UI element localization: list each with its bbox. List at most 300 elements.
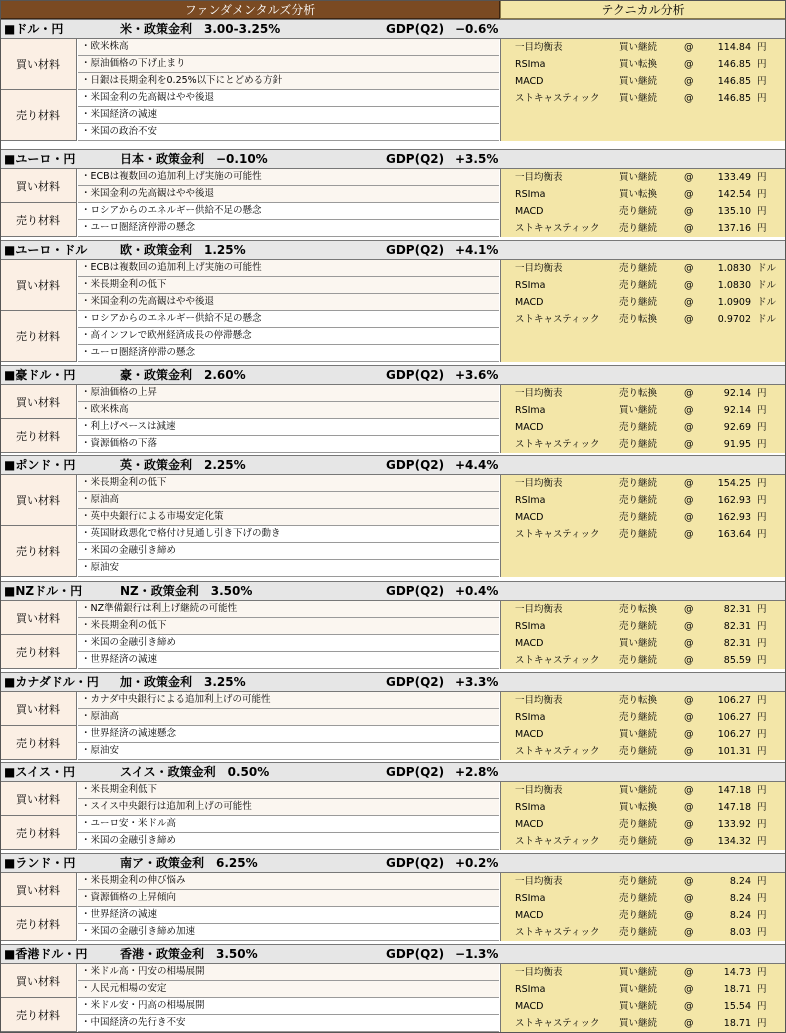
section-title-bar — [0, 944, 786, 964]
sell-factors-group — [0, 816, 500, 850]
indicator-row — [501, 727, 786, 744]
currency-pair-name: ■香港ドル・円 — [4, 947, 88, 961]
at-mark: @ — [684, 836, 694, 847]
at-mark: @ — [684, 93, 694, 104]
technical-panel — [500, 692, 786, 760]
indicator-price: 8.24 — [729, 910, 751, 921]
gdp-label: GDP(Q2) — [386, 584, 445, 598]
indicator-row — [501, 619, 786, 636]
indicator-row — [501, 999, 786, 1016]
sell-factors-group — [0, 726, 500, 760]
indicator-signal: 買い継続 — [619, 42, 658, 53]
policy-rate: 米・政策金利 3.00-3.25% — [120, 22, 281, 36]
technical-panel — [500, 873, 786, 941]
at-mark: @ — [684, 297, 694, 308]
indicator-price: 8.03 — [729, 927, 751, 938]
currency-pair-name: ■豪ドル・円 — [4, 368, 76, 382]
price-unit: 円 — [757, 746, 767, 757]
indicator-signal: 買い継続 — [619, 1001, 658, 1012]
policy-rate: 英・政策金利 2.25% — [120, 458, 246, 472]
indicator-row — [501, 602, 786, 619]
indicator-row — [501, 783, 786, 800]
at-mark: @ — [684, 263, 694, 274]
at-mark: @ — [684, 893, 694, 904]
sell-factors-group — [0, 526, 500, 577]
price-unit: 円 — [757, 836, 767, 847]
buy-label: 買い材料 — [0, 873, 77, 907]
sell-label: 売り材料 — [0, 635, 77, 669]
indicator-row — [501, 817, 786, 834]
indicator-price: 92.69 — [723, 422, 751, 433]
buy-factor-item: ・原油高 — [78, 709, 499, 726]
technical-panel — [500, 260, 786, 362]
indicator-name: ストキャスティック — [515, 529, 600, 540]
indicator-name: ストキャスティック — [515, 314, 600, 325]
indicator-price: 18.71 — [723, 1018, 751, 1029]
section-title-bar — [0, 853, 786, 873]
sell-factor-item: ・中国経済の先行き不安 — [78, 1015, 499, 1032]
indicator-row — [501, 800, 786, 817]
fundamental-factors — [0, 169, 500, 237]
at-mark: @ — [684, 439, 694, 450]
price-unit: 円 — [757, 206, 767, 217]
price-unit: ドル — [757, 297, 777, 308]
indicator-row — [501, 908, 786, 925]
sell-label: 売り材料 — [0, 526, 77, 577]
gdp-value: +0.4% — [455, 584, 499, 598]
indicator-price: 1.0830 — [717, 263, 751, 274]
fundamentals-header: ファンダメンタルズ分析 — [0, 0, 500, 19]
price-unit: 円 — [757, 422, 767, 433]
buy-factor-item: ・人民元相場の安定 — [78, 981, 499, 998]
buy-label: 買い材料 — [0, 782, 77, 816]
sell-factor-item: ・資源価格の下落 — [78, 436, 499, 453]
indicator-signal: 売り継続 — [619, 746, 658, 757]
buy-factors-group — [0, 260, 500, 311]
sell-factors-group — [0, 998, 500, 1032]
indicator-name: MACD — [515, 1001, 544, 1012]
at-mark: @ — [684, 1001, 694, 1012]
sell-factor-item: ・ユーロ安・米ドル高 — [78, 816, 499, 833]
sell-factor-item: ・原油安 — [78, 560, 499, 577]
section-title-bar — [0, 581, 786, 601]
fundamental-factors — [0, 475, 500, 577]
indicator-signal: 買い継続 — [619, 76, 658, 87]
indicator-price: 92.14 — [723, 388, 751, 399]
gdp-value: +2.8% — [455, 765, 499, 779]
buy-factor-item: ・欧米株高 — [78, 402, 499, 419]
currency-pair-name: ■ユーロ・ドル — [4, 243, 88, 257]
indicator-name: ストキャスティック — [515, 93, 600, 104]
buy-factor-item: ・ECBは複数回の追加利上げ実施の可能性 — [78, 169, 499, 186]
indicator-price: 146.85 — [717, 76, 751, 87]
indicator-price: 82.31 — [723, 638, 751, 649]
gdp-value: +3.5% — [455, 152, 499, 166]
indicator-price: 162.93 — [717, 495, 751, 506]
indicator-name: 一目均衡表 — [515, 876, 563, 887]
at-mark: @ — [684, 604, 694, 615]
indicator-price: 106.27 — [717, 695, 751, 706]
indicator-name: 一目均衡表 — [515, 967, 563, 978]
indicator-row — [501, 476, 786, 493]
indicator-name: 一目均衡表 — [515, 785, 563, 796]
price-unit: 円 — [757, 604, 767, 615]
gdp-value: −0.6% — [455, 22, 499, 36]
currency-pair-name: ■ポンド・円 — [4, 458, 76, 472]
indicator-signal: 売り継続 — [619, 621, 658, 632]
buy-label: 買い材料 — [0, 964, 77, 998]
buy-factor-item: ・スイス中央銀行は追加利上げの可能性 — [78, 799, 499, 816]
indicator-name: RSIma — [515, 984, 546, 995]
sell-factor-item: ・米国経済の減速 — [78, 107, 499, 124]
technical-panel — [500, 39, 786, 141]
indicator-price: 1.0909 — [717, 297, 751, 308]
policy-rate: 加・政策金利 3.25% — [120, 675, 246, 689]
policy-rate: 豪・政策金利 2.60% — [120, 368, 246, 382]
gdp-value: +4.1% — [455, 243, 499, 257]
gdp-label: GDP(Q2) — [386, 368, 445, 382]
indicator-price: 14.73 — [723, 967, 751, 978]
price-unit: 円 — [757, 1018, 767, 1029]
indicator-price: 147.18 — [717, 785, 751, 796]
indicator-price: 142.54 — [717, 189, 751, 200]
sell-label: 売り材料 — [0, 203, 77, 237]
price-unit: 円 — [757, 223, 767, 234]
gdp-label: GDP(Q2) — [386, 243, 445, 257]
at-mark: @ — [684, 967, 694, 978]
buy-factor-item: ・ECBは複数回の追加利上げ実施の可能性 — [78, 260, 499, 277]
indicator-name: 一目均衡表 — [515, 263, 563, 274]
indicator-signal: 売り継続 — [619, 439, 658, 450]
indicator-name: MACD — [515, 729, 544, 740]
at-mark: @ — [684, 189, 694, 200]
sell-factor-item: ・世界経済の減速 — [78, 652, 499, 669]
indicator-price: 82.31 — [723, 621, 751, 632]
indicator-name: MACD — [515, 76, 544, 87]
price-unit: 円 — [757, 785, 767, 796]
at-mark: @ — [684, 927, 694, 938]
price-unit: ドル — [757, 280, 777, 291]
price-unit: 円 — [757, 59, 767, 70]
policy-rate: 香港・政策金利 3.50% — [120, 947, 258, 961]
sell-factor-item: ・米国金利の先高観はやや後退 — [78, 90, 499, 107]
fundamental-factors — [0, 782, 500, 850]
sell-factor-item: ・ユーロ圏経済停滞の懸念 — [78, 220, 499, 237]
indicator-name: RSIma — [515, 712, 546, 723]
technical-panel — [500, 601, 786, 669]
currency-pair-name: ■スイス・円 — [4, 765, 75, 779]
price-unit: 円 — [757, 927, 767, 938]
indicator-signal: 売り継続 — [619, 206, 658, 217]
section-title-bar — [0, 149, 786, 169]
currency-pair-name: ■NZドル・円 — [4, 584, 83, 598]
indicator-name: RSIma — [515, 495, 546, 506]
section-title-bar — [0, 762, 786, 782]
at-mark: @ — [684, 621, 694, 632]
indicator-price: 146.85 — [717, 93, 751, 104]
indicator-row — [501, 403, 786, 420]
indicator-name: MACD — [515, 638, 544, 649]
indicator-price: 114.84 — [717, 42, 751, 53]
at-mark: @ — [684, 405, 694, 416]
price-unit: 円 — [757, 512, 767, 523]
indicator-name: RSIma — [515, 405, 546, 416]
indicator-signal: 売り継続 — [619, 712, 658, 723]
indicator-price: 92.14 — [723, 405, 751, 416]
indicator-row — [501, 636, 786, 653]
indicator-signal: 売り転換 — [619, 604, 658, 615]
buy-factors-group — [0, 385, 500, 419]
fundamental-factors — [0, 601, 500, 669]
indicator-row — [501, 1016, 786, 1033]
technical-panel — [500, 782, 786, 850]
at-mark: @ — [684, 529, 694, 540]
buy-factor-item: ・米国金利の先高観はやや後退 — [78, 186, 499, 203]
sell-factor-item: ・世界経済の減速 — [78, 907, 499, 924]
buy-label: 買い材料 — [0, 601, 77, 635]
policy-rate: NZ・政策金利 3.50% — [120, 584, 253, 598]
price-unit: 円 — [757, 388, 767, 399]
indicator-signal: 売り継続 — [619, 529, 658, 540]
indicator-name: ストキャスティック — [515, 223, 600, 234]
indicator-signal: 売り継続 — [619, 495, 658, 506]
indicator-row — [501, 874, 786, 891]
indicator-name: ストキャスティック — [515, 1018, 600, 1029]
indicator-signal: 売り転換 — [619, 695, 658, 706]
fundamental-factors — [0, 964, 500, 1032]
indicator-signal: 売り継続 — [619, 876, 658, 887]
at-mark: @ — [684, 695, 694, 706]
indicator-name: ストキャスティック — [515, 746, 600, 757]
indicator-row — [501, 386, 786, 403]
sell-factor-item: ・高インフレで欧州経済成長の停滞懸念 — [78, 328, 499, 345]
fundamental-factors — [0, 692, 500, 760]
technical-header: テクニカル分析 — [500, 0, 786, 19]
price-unit: 円 — [757, 876, 767, 887]
at-mark: @ — [684, 712, 694, 723]
indicator-signal: 売り継続 — [619, 927, 658, 938]
section-title-bar — [0, 19, 786, 39]
indicator-name: RSIma — [515, 893, 546, 904]
section-title-bar — [0, 672, 786, 692]
indicator-price: 91.95 — [723, 439, 751, 450]
indicator-row — [501, 221, 786, 238]
price-unit: 円 — [757, 1001, 767, 1012]
indicator-price: 162.93 — [717, 512, 751, 523]
indicator-price: 8.24 — [729, 893, 751, 904]
price-unit: 円 — [757, 802, 767, 813]
sell-factors-group — [0, 311, 500, 362]
indicator-row — [501, 693, 786, 710]
indicator-signal: 売り継続 — [619, 819, 658, 830]
policy-rate: 欧・政策金利 1.25% — [120, 243, 246, 257]
at-mark: @ — [684, 746, 694, 757]
at-mark: @ — [684, 206, 694, 217]
sell-factor-item: ・ロシアからのエネルギー供給不足の懸念 — [78, 203, 499, 220]
price-unit: 円 — [757, 172, 767, 183]
indicator-price: 163.64 — [717, 529, 751, 540]
indicator-row — [501, 420, 786, 437]
indicator-price: 134.32 — [717, 836, 751, 847]
sell-factor-item: ・米国の金融引き締め — [78, 833, 499, 850]
gdp-label: GDP(Q2) — [386, 675, 445, 689]
gdp-value: +4.4% — [455, 458, 499, 472]
indicator-name: ストキャスティック — [515, 836, 600, 847]
policy-rate: 日本・政策金利 −0.10% — [120, 152, 268, 166]
buy-factor-item: ・米長期金利の低下 — [78, 475, 499, 492]
indicator-price: 0.9702 — [717, 314, 751, 325]
price-unit: 円 — [757, 189, 767, 200]
price-unit: 円 — [757, 984, 767, 995]
indicator-price: 15.54 — [723, 1001, 751, 1012]
indicator-row — [501, 891, 786, 908]
buy-factors-group — [0, 39, 500, 90]
technical-panel — [500, 964, 786, 1032]
buy-factors-group — [0, 964, 500, 998]
technical-panel — [500, 169, 786, 237]
buy-factor-item: ・米ドル高・円安の相場展開 — [78, 964, 499, 981]
indicator-price: 101.31 — [717, 746, 751, 757]
at-mark: @ — [684, 59, 694, 70]
fundamental-factors — [0, 260, 500, 362]
indicator-signal: 売り転換 — [619, 314, 658, 325]
price-unit: 円 — [757, 439, 767, 450]
indicator-row — [501, 57, 786, 74]
buy-factor-item: ・米長期金利低下 — [78, 782, 499, 799]
indicator-row — [501, 437, 786, 454]
indicator-row — [501, 40, 786, 57]
indicator-price: 147.18 — [717, 802, 751, 813]
buy-factors-group — [0, 169, 500, 203]
buy-label: 買い材料 — [0, 169, 77, 203]
price-unit: 円 — [757, 729, 767, 740]
indicator-price: 106.27 — [717, 712, 751, 723]
indicator-signal: 買い継続 — [619, 984, 658, 995]
indicator-price: 18.71 — [723, 984, 751, 995]
buy-factor-item: ・資源価格の上昇傾向 — [78, 890, 499, 907]
price-unit: 円 — [757, 76, 767, 87]
fundamental-factors — [0, 385, 500, 453]
sell-factor-item: ・英国財政悪化で格付け見通し引き下げの動き — [78, 526, 499, 543]
indicator-name: 一目均衡表 — [515, 42, 563, 53]
indicator-name: MACD — [515, 206, 544, 217]
at-mark: @ — [684, 478, 694, 489]
indicator-name: RSIma — [515, 280, 546, 291]
sell-factors-group — [0, 90, 500, 141]
buy-factor-item: ・カナダ中央銀行による追加利上げの可能性 — [78, 692, 499, 709]
indicator-row — [501, 925, 786, 942]
gdp-label: GDP(Q2) — [386, 22, 445, 36]
indicator-row — [501, 965, 786, 982]
gdp-value: −1.3% — [455, 947, 499, 961]
at-mark: @ — [684, 638, 694, 649]
indicator-signal: 売り継続 — [619, 655, 658, 666]
indicator-row — [501, 653, 786, 670]
gdp-label: GDP(Q2) — [386, 458, 445, 472]
currency-pair-name: ■ドル・円 — [4, 22, 64, 36]
indicator-signal: 売り継続 — [619, 836, 658, 847]
technical-panel — [500, 475, 786, 577]
at-mark: @ — [684, 785, 694, 796]
buy-label: 買い材料 — [0, 692, 77, 726]
indicator-row — [501, 204, 786, 221]
indicator-price: 1.0830 — [717, 280, 751, 291]
buy-factors-group — [0, 782, 500, 816]
indicator-signal: 買い継続 — [619, 729, 658, 740]
indicator-price: 106.27 — [717, 729, 751, 740]
indicator-name: RSIma — [515, 59, 546, 70]
gdp-label: GDP(Q2) — [386, 856, 445, 870]
indicator-name: MACD — [515, 819, 544, 830]
sell-factor-item: ・原油安 — [78, 743, 499, 760]
at-mark: @ — [684, 819, 694, 830]
currency-pair-name: ■カナダドル・円 — [4, 675, 99, 689]
price-unit: 円 — [757, 819, 767, 830]
indicator-signal: 売り継続 — [619, 280, 658, 291]
indicator-name: RSIma — [515, 189, 546, 200]
indicator-signal: 売り継続 — [619, 422, 658, 433]
gdp-value: +3.6% — [455, 368, 499, 382]
indicator-signal: 買い継続 — [619, 967, 658, 978]
indicator-row — [501, 170, 786, 187]
buy-factor-item: ・米国金利の先高観はやや後退 — [78, 294, 499, 311]
section-title-bar — [0, 365, 786, 385]
sell-label: 売り材料 — [0, 311, 77, 362]
price-unit: 円 — [757, 42, 767, 53]
indicator-signal: 買い継続 — [619, 638, 658, 649]
at-mark: @ — [684, 223, 694, 234]
price-unit: 円 — [757, 712, 767, 723]
indicator-row — [501, 187, 786, 204]
at-mark: @ — [684, 910, 694, 921]
sell-label: 売り材料 — [0, 90, 77, 141]
price-unit: 円 — [757, 495, 767, 506]
sell-factor-item: ・世界経済の減速懸念 — [78, 726, 499, 743]
sell-label: 売り材料 — [0, 816, 77, 850]
at-mark: @ — [684, 422, 694, 433]
indicator-name: 一目均衡表 — [515, 388, 563, 399]
sell-label: 売り材料 — [0, 998, 77, 1032]
policy-rate: 南ア・政策金利 6.25% — [120, 856, 258, 870]
indicator-row — [501, 493, 786, 510]
indicator-signal: 買い転換 — [619, 189, 658, 200]
sell-factor-item: ・米国の金融引き締め — [78, 543, 499, 560]
price-unit: 円 — [757, 529, 767, 540]
indicator-signal: 買い転換 — [619, 59, 658, 70]
at-mark: @ — [684, 802, 694, 813]
buy-factors-group — [0, 873, 500, 907]
indicator-row — [501, 295, 786, 312]
indicator-signal: 買い転換 — [619, 802, 658, 813]
sell-factors-group — [0, 907, 500, 941]
currency-pair-name: ■ランド・円 — [4, 856, 76, 870]
section-title-bar — [0, 455, 786, 475]
sell-label: 売り材料 — [0, 726, 77, 760]
indicator-price: 82.31 — [723, 604, 751, 615]
sell-factors-group — [0, 419, 500, 453]
indicator-row — [501, 312, 786, 329]
buy-factor-item: ・米長期金利の伸び悩み — [78, 873, 499, 890]
indicator-name: MACD — [515, 910, 544, 921]
indicator-signal: 買い継続 — [619, 785, 658, 796]
buy-label: 買い材料 — [0, 385, 77, 419]
price-unit: 円 — [757, 405, 767, 416]
indicator-price: 154.25 — [717, 478, 751, 489]
indicator-price: 137.16 — [717, 223, 751, 234]
indicator-name: ストキャスティック — [515, 655, 600, 666]
price-unit: 円 — [757, 621, 767, 632]
price-unit: 円 — [757, 910, 767, 921]
